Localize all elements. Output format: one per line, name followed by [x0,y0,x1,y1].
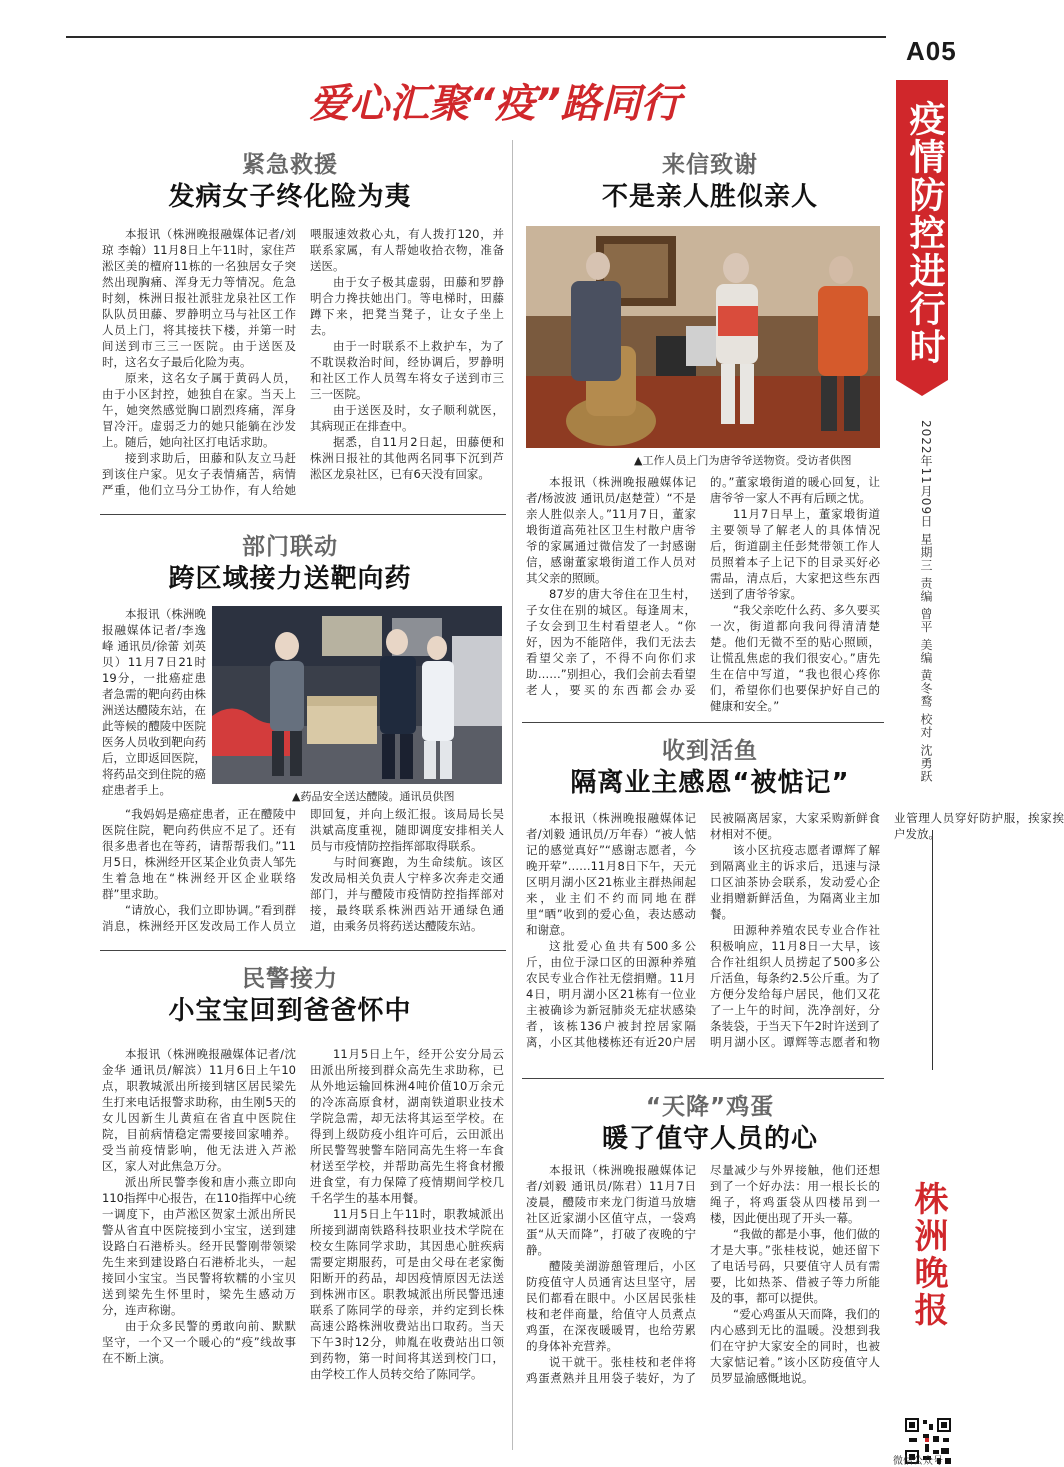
article-5-body [102,1046,504,1452]
column-divider [512,140,513,1450]
article-1-para: 据悉，自11月2日起，田藤便和株洲日报社的其他两名同事下沉到芦淞区龙泉社区，已有6天没有回家。 [310,435,504,481]
article-5-para: 11月5日上午，经开公安分局云田派出所接到群众高先生求助称，已从外地运输回株洲4吨价值10万余元的冷冻高原食材，湖南铁道职业技术学院急需，却无法将其运至学校。在得到上级防疫小组许可后，云田派出所民警驾驶警车陪同高先生将一车食材送至学校，并帮助高先生将食材搬进食堂，有力保障了疫情期间学校几千名学生的基本用餐。 [310,1047,504,1205]
article-5-headline: 小宝宝回到爸爸怀中 [168,996,412,1026]
photo-supplies-delivery [526,226,880,448]
article-3-caption: ▲药品安全送达醴陵。通讯员供图 [292,790,455,803]
page-banner: 爱心汇聚“疫”路同行 [309,81,681,127]
article-divider [100,514,506,515]
article-5-para: 由于众多民警的勇敢向前、默默坚守，一个又一个暖心的“疫”线故事在不断上演。 [102,1319,296,1365]
article-4-para: 这批爱心鱼共有500多公斤，由位于渌口区的田源种养殖农民专业合作社无偿捐赠。11月4日，明月湖小区21栋有一位业主被确诊为新冠肺炎无症状感染者，该栋136户被封控居家隔离，小区其他楼栋还有近20户居民被隔离居家，大家采购新鲜食材相对不便。 [526,811,880,1049]
article-2-para: 本报讯（株洲晚报融媒体记者/杨波波 通讯员/赵楚萱）“不是亲人胜似亲人。”11月7日，董家塅街道高苑社区卫生村散户唐爷爷的家属通过微信发了一封感谢信，感谢董家塅街道工作人员对其父亲的照顾。 [526,475,696,585]
article-4-para: 该小区抗疫志愿者谭辉了解到隔离业主的诉求后，迅速与渌口区油茶协会联系，发动爱心企业捐赠新鲜活鱼，为隔离业主加餐。 [710,843,880,921]
article-6-body [526,1162,880,1452]
article-4-body [526,810,1064,1072]
article-5-para: 本报讯（株洲晚报融媒体记者/沈金华 通讯员/解滨）11月6日上午10点，职教城派出所接到辖区居民梁先生打来电话报警求助称，由生刚5天的女儿因新生儿黄疸在省直中医院住院，目前病情稳定需要接回家哺养。受当前疫情影响，他无法进入芦淞区，家人对此焦急万分。 [102,1047,296,1173]
article-1-para: 原来，这名女子属于黄码人员，由于小区封控，她独自在家。当天上午，她突然感觉胸口剧烈疼痛，浑身冒冷汗。虚弱乏力的她只能躺在沙发上。随后，她向社区打电话求助。 [102,371,296,449]
article-1-para: 接到求助后，田藤和队友立马赶到该住户家。见女子表情痛苦，病情严重，他们立马分工协作，有人给她喂服速效救心丸，有人拨打120，并联系家属，有人帮她收拾衣物，准备送医。 [102,227,504,497]
article-3-headline: 跨区域接力送靶向药 [168,564,412,594]
article-2-kicker: 来信致谢 [662,152,758,178]
article-6-para: 醴陵美湖游憩管理后，小区防疫值守人员通宵达旦坚守，居民们都看在眼中。小区居民张桂枝和老伴商量，给值守人员煮点鸡蛋，在深夜暖暖胃，也给劳累的身体补充营养。 [526,1259,696,1353]
article-1-para: 由于送医及时，女子顺利就医，其病现正在排查中。 [310,403,504,433]
article-1-kicker: 紧急救援 [242,152,338,178]
article-6-para: 说干就干。张桂枝和老伴将鸡蛋煮熟并且用袋子装好，为了尽量减少与外界接触，他们还想到了一个好办法：用一根长长的绳子，将鸡蛋袋从四楼吊到一楼，因此便出现了开头一幕。 [526,1163,880,1385]
article-divider [522,1078,884,1079]
article-2-caption: ▲工作人员上门为唐爷爷送物资。受访者供图 [634,454,852,467]
article-4-para: 田源种养殖农民专业合作社积极响应，11月8日一大早，该合作社组织人员捞起了500多公斤活鱼，每条约2.5公斤重。为了方便分发给每户居民，他们又花了一上午的时间，洗净剖好，分条装袋，于当天下午2时许送到了明月湖小区。谭辉等志愿者和物业管理人员穿好防护服，挨家挨户发放。 [710,811,1064,1049]
article-3-para: “我妈妈是癌症患者，正在醴陵中医院住院，靶向药供应不足了。还有很多患者也在等药，请帮帮我们。”11月5日，株洲经开区某企业负责人邹先生着急地在“株洲经开区企业联络群”里求助。 [102,807,296,901]
article-1-para: 由于一时联系不上救护车，为了不耽误救治时间，经协调后，罗静明和社区工作人员驾车将女子送到市三三一医院。 [310,339,504,401]
article-2-para: 11月7日早上，董家塅街道主要领导了解老人的具体情况后，街道副主任彭梵带领工作人员照着本子上记下的目录买好必需品，清点后，大家把这些东西送到了唐爷爷家。 [710,507,880,601]
article-1-body [102,226,504,508]
article-3-para: 与时间赛跑，为生命续航。该区发改局相关负责人宁梓多次奔走交通部门，并与醴陵市疫情防控指挥部对接，最终联系株洲西站开通绿色通道，由乘务员将药送达醴陵东站。 [310,855,504,933]
article-4-headline: 隔离业主感恩“被惦记” [570,768,850,798]
article-6-headline: 暖了值守人员的心 [601,1124,818,1154]
side-divider [932,830,933,1070]
article-5-para: 派出所民警李俊和唐小燕立即向110指挥中心报告，在110指挥中心统一调度下，由芦淞区贺家土派出所民警从省直中医院接到小宝宝，送到建设路白石港桥头。经开民警刚带领梁先生来到建设路白石港桥北头，一起接回小宝宝。当民警将软糯的小宝贝送到梁先生怀里时，梁先生感动万分，连声称谢。 [102,1175,296,1317]
qr-caption: 微信公众号 [893,1456,943,1467]
article-6-para: “我做的都是小事，他们做的才是大事。”张桂枝说，她还留下了电话号码，只要值守人员有需要，比如热茶、借被子等力所能及的事，都可以提供。 [710,1227,880,1305]
article-5-kicker: 民警接力 [242,966,338,992]
article-2-headline: 不是亲人胜似亲人 [601,182,818,212]
article-1-para: 由于女子极其虚弱，田藤和罗静明合力搀扶她出门。等电梯时，田藤蹲下来，把凳当凳子，让女子坐上去。 [310,275,504,337]
article-3-kicker: 部门联动 [242,534,338,560]
article-5-para: 11月5日上午11时，职教城派出所接到湖南铁路科技职业技术学院在校女生陈同学求助，其因患心脏疾病需要定期服药，可是由父母在老家衡阳断开的药品，却因疫情原因无法送到株洲市区。职教城派出所民警迅速联系了陈同学的母亲，并约定到长株高速公路株洲收费站出口取药。当天下午3时12分，帅胤在收费站出口领到药物，第一时间将其送到校门口，由学校工作人员转交给了陈同学。 [310,1207,504,1381]
article-6-para: 本报讯（株洲晚报融媒体记者/刘毅 通讯员/陈君）11月7日凌晨，醴陵市来龙门街道马放塘社区近家湖小区值守点，一袋鸡蛋“从天而降”，打破了夜晚的宁静。 [526,1163,696,1257]
top-rule [66,36,886,38]
article-divider [522,722,884,723]
article-2-para: 87岁的唐大爷住在卫生村，子女住在别的城区。每逢周末，子女会到卫生村看望老人。“你好，因为不能陪伴，我们无法去看望父亲了，不得不向你们求助……”别担心，我们会前去看望老人，要买的东西都会办妥的。”董家塅街道的暖心回复，让唐爷爷一家人不再有后顾之忧。 [526,475,880,697]
article-1-para: 本报讯（株洲晚报融媒体记者/刘琼 李翰）11月8日上午11时，家住芦淞区美的檀府11栋的一名独居女子突然出现胸痛、浑身无力等情况。危急时刻，株洲日报社派驻龙泉社区工作队队员田藤、罗静明立马与社区工作人员上门，将其接扶下楼，并第一时间送到市三三一医院。由于送医及时，这名女子最后化险为夷。 [102,227,296,369]
article-1-headline: 发病女子终化险为夷 [168,182,412,212]
photo-medicine-handover [212,606,502,784]
article-4-para: 本报讯（株洲晚报融媒体记者/刘毅 通讯员/万年春）“被人惦记的感觉真好”“感谢志愿者，今晚开荤”……11月8日下午，天元区明月湖小区21栋业主群热闹起来，业主们不约而同地在群里“晒”收到的爱心鱼，表达感动和谢意。 [526,811,696,937]
article-divider [100,950,506,951]
edition-meta: 2022年11月09日 星期三 责编 曾平 美编 黄冬鹜 校对 沈勇跃 [919,420,933,783]
article-6-kicker: “天降”鸡蛋 [645,1094,775,1120]
section-tag: 疫情防控进行时 [896,80,948,380]
article-2-para: “我父亲吃什么药、多久要买一次，街道都向我问得清清楚楚。他们无微不至的贴心照顾，让慌乱焦虑的我们很安心。”唐先生在信中写道，“我也很心疼你们，希望你们也要保护好自己的健康和安全。” [710,603,880,713]
article-3-para: 本报讯（株洲晚报融媒体记者/李逸峰 通讯员/徐蕾 刘英贝）11月7日21时19分，一批癌症患者急需的靶向药由株洲送达醴陵东站，在此等候的醴陵中医院医务人员收到靶向药后，立即返回医院，将药品交到住院的癌症患者手上。 [102,607,206,797]
article-3-body-lead [102,606,206,802]
article-2-body [526,474,880,716]
article-4-kicker: 收到活鱼 [662,738,758,764]
page-number: A05 [906,36,957,66]
article-3-body [102,806,504,944]
article-3-para: “请放心，我们立即协调。”看到群消息，株洲经开区发改局工作人员立即回复，并向上级汇报。该局局长吴洪斌高度重视，随即调度安排相关人员与市疫情防控指挥部取得联系。 [102,807,504,933]
newspaper-logo: 株洲晚报 [908,1181,948,1329]
section-tag-arrow [896,380,948,396]
article-6-para: “爱心鸡蛋从天而降，我们的内心感到无比的温暖。没想到我们在守护大家安全的同时，也被大家惦记着。”该小区防疫值守人员罗显渝感慨地说。 [710,1307,880,1385]
